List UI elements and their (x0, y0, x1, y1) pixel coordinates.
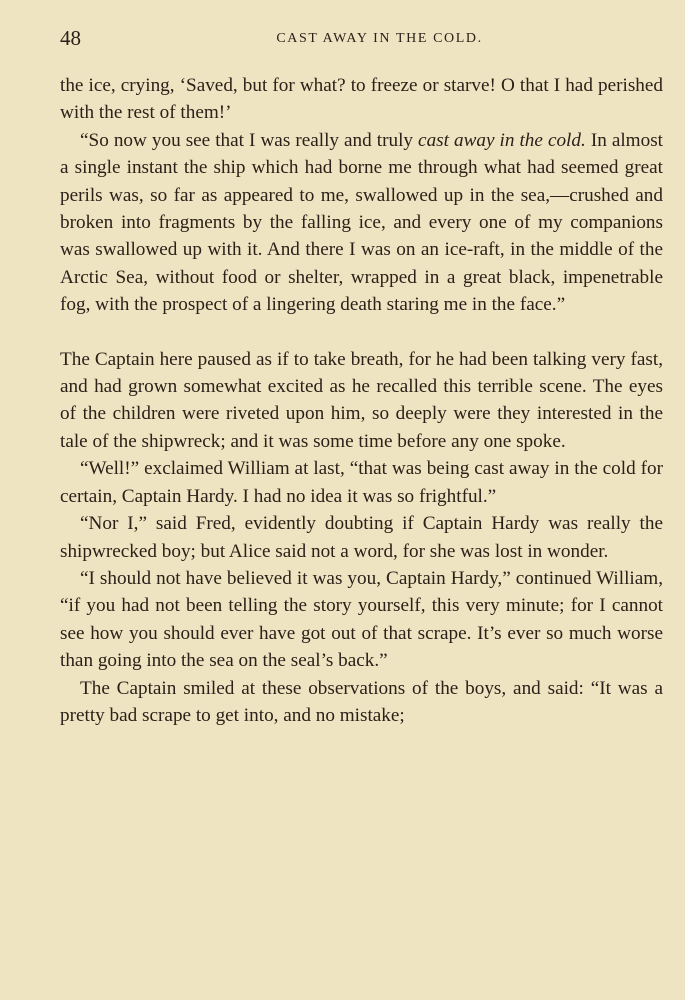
paragraph-text: “Nor I,” said Fred, evidently doubting if Captain Hardy was really the shipwrecked boy; but Alice said not a word, for she was lost in wonder. (60, 513, 663, 562)
running-head (60, 26, 663, 54)
paragraph-text: In almost a single instant the ship which had borne me through what had seemed great perils was, so far as appeared to me, swallowed up in the sea,—crushed and broken into fragments by the falling ice, and every one of my companions was swallowed up with it. And there I was on an ice-raft, in the middle of the Arctic Sea, without food or shelter, wrapped in a great black, impenetrable fog, with the prospect of a lingering death staring me in the face.” (60, 129, 663, 316)
paragraph (60, 565, 663, 675)
paragraph-text: The Captain smiled at these observations of the boys, and said: “It was a pretty bad scrape to get into, and no mistake; (60, 677, 663, 726)
paragraph (60, 675, 663, 730)
paragraph (60, 346, 663, 456)
paragraph-text: “I should not have believed it was you, Captain Hardy,” continued William, “if you had not been telling the story yourself, this very minute; for I cannot see how you should ever have got out of that scrape. It’s ever so much worse than going into the sea on the seal’s back.” (60, 567, 663, 672)
paragraph (60, 72, 663, 127)
paragraph-text: “So now you see that I was really and truly (80, 129, 419, 151)
body-text (60, 72, 663, 729)
paragraph (60, 510, 663, 565)
paragraph-text: The Captain here paused as if to take breath, for he had been talking very fast, and had grown somewhat excited as he recalled this terrible scene. The eyes of the children were riveted upon him, so deeply were they interested in the tale of the shipwreck; and it was some time before any one spoke. (60, 348, 663, 452)
paragraph-text: “Well!” exclaimed William at last, “that was being cast away in the cold for certain, Captain Hardy. I had no idea it was so frightful.” (60, 458, 663, 507)
page-number: 48 (60, 26, 81, 50)
paragraph (60, 455, 663, 510)
paragraph (60, 127, 663, 319)
running-title: CAST AWAY IN THE COLD. (276, 31, 483, 46)
paragraph-text: the ice, crying, ‘Saved, but for what? to freeze or starve! O that I had perished with the rest of them!’ (60, 75, 663, 124)
italic-phrase: cast away in the cold. (418, 129, 586, 151)
